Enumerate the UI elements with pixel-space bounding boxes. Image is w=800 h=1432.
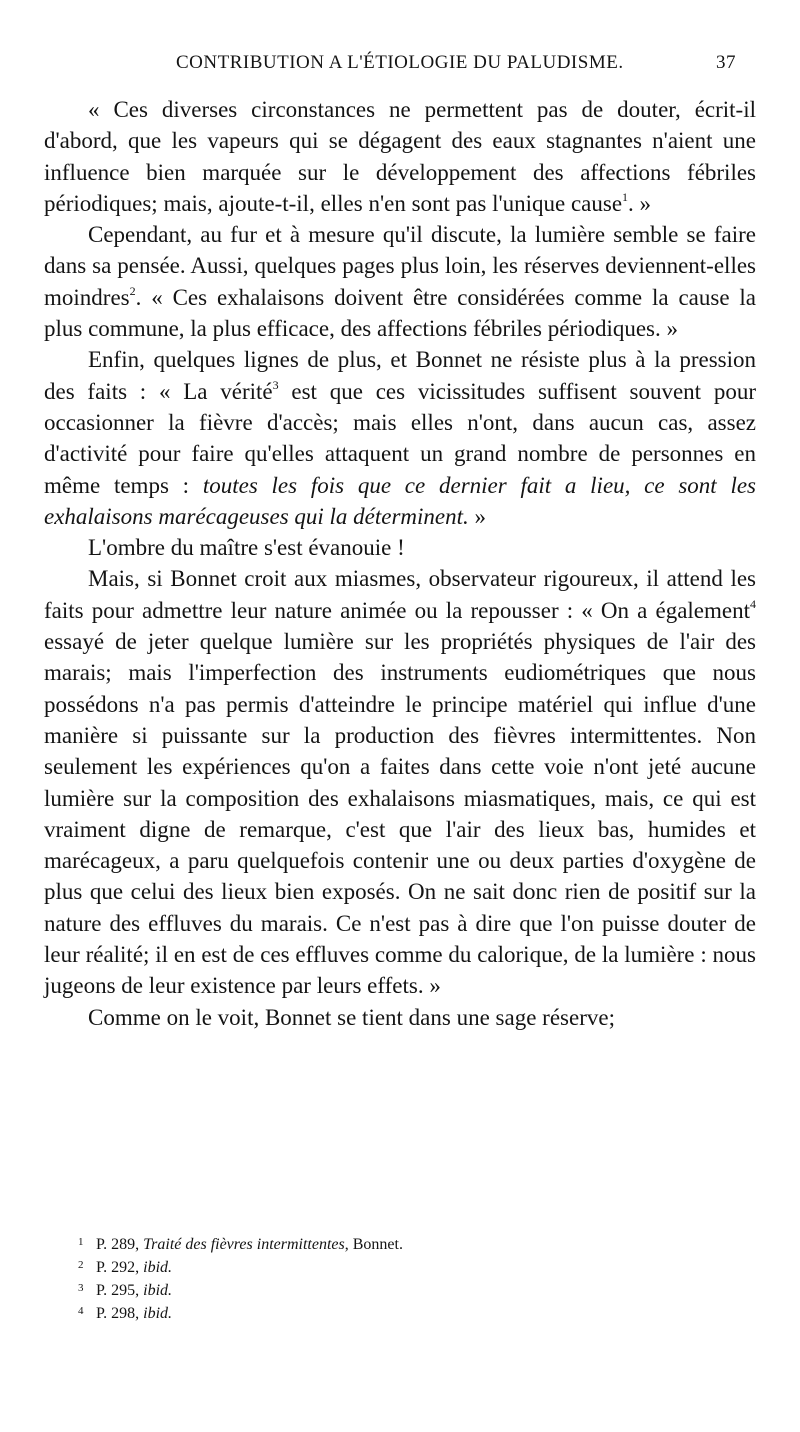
text-run: . » — [628, 190, 652, 216]
footnote-number: 1 — [78, 1236, 84, 1248]
footnote-number: 4 — [78, 1305, 84, 1317]
footnote-text: P. 292, — [96, 1259, 144, 1276]
text-run: Mais, si Bonnet croit aux miasmes, observateur rigoureux, il attend les faits pour admettre leur nature animée ou la repousser : « On a également — [44, 566, 756, 623]
text-run: Enfin, quelques lignes de plus, et Bonnet ne résiste plus à la pression des faits : « La vérité — [44, 347, 756, 404]
text-run: Comme on le voit, Bonnet se tient dans une sage réserve; — [88, 1004, 615, 1030]
footnote-text: , Bonnet. — [344, 1236, 403, 1253]
footnote — [78, 1301, 718, 1324]
footnote-text: P. 289, — [96, 1236, 144, 1253]
footnote — [78, 1232, 718, 1255]
paragraph-4 — [44, 532, 756, 563]
footnote-title: ibid. — [143, 1305, 173, 1322]
text-run: . « Ces exhalaisons doivent être considérées comme la cause la plus commune, la plus efficace, des affections fébriles périodiques. » — [44, 284, 756, 342]
page-number: 37 — [716, 52, 736, 73]
footnote-ref: 2 — [129, 283, 136, 298]
paragraph-2 — [44, 219, 756, 344]
text-run: L'ombre du maître s'est évanouie ! — [88, 535, 405, 561]
text-run: « Ces diverses circonstances ne permettent pas de douter, écrit-il d'abord, que les vapeurs qui se dégagent des eaux stagnantes n'aient une influence bien marquée sur le développement des affections fébriles périodiques; mais, ajoute-t-il, elles n'en sont pas l'unique cause — [44, 97, 756, 216]
text-run: essayé de jeter quelque lumière sur les propriétés physiques de l'air des marais; mais l'imperfection des instruments eudiométriques que nous possédons n'a pas permis d'atteindre le principe matériel qui influe d'une manière si puissante sur la production des fièvres intermittentes. Non seulement les expériences qu'on a faites dans cette voie n'ont jeté aucune lumière sur la composition des exhalaisons miasmatiques, mais, ce qui est vraiment digne de remarque, c'est que l'air des lieux bas, humides et marécageux, a paru quelquefois contenir une ou deux parties d'oxygène de plus que celui des lieux bien exposés. On ne sait donc rien de positif sur la nature des effluves du marais. Ce n'est pas à dire que l'on puisse douter de leur réalité; il en est de ces effluves comme du calorique, de la lumière : nous jugeons de leur existence par leurs effets. » — [44, 629, 756, 999]
italic-quote: toutes les fois que ce dernier fait a lieu, ce sont les exhalaisons marécageuses qui la déterminent. — [44, 472, 756, 529]
footnote — [78, 1255, 718, 1278]
text-run: » — [468, 503, 487, 529]
footnote-title: ibid. — [143, 1259, 173, 1276]
footnote-ref: 4 — [750, 596, 756, 611]
paragraph-1 — [44, 94, 756, 219]
footnote — [78, 1278, 718, 1301]
main-text — [44, 94, 756, 1033]
text-run: Cependant, au fur et à mesure qu'il discute, la lumière semble se faire dans sa pensée. Aussi, quelques pages plus loin, les réserves deviennent-elles moindres — [44, 222, 756, 310]
footnote-number: 3 — [78, 1282, 84, 1294]
footnotes — [78, 1232, 718, 1324]
footnote-number: 2 — [78, 1259, 84, 1271]
running-title: CONTRIBUTION A L'ÉTIOLOGIE DU PALUDISME. — [176, 52, 624, 73]
text-run: est que ces vicissitudes suffisent souvent pour occasionner la fièvre d'accès; mais elles n'ont, dans aucun cas, assez d'activité pour faire qu'elles attaquent un grand nombre de personnes en même temps : — [44, 378, 756, 498]
paragraph-3 — [44, 344, 756, 532]
footnote-ref: 1 — [622, 189, 629, 204]
footnote-ref: 3 — [272, 377, 279, 392]
footnote-text: P. 298, — [96, 1305, 144, 1322]
footnote-title: Traité des fièvres intermittentes — [143, 1236, 345, 1253]
paragraph-6 — [44, 1002, 756, 1033]
paragraph-5 — [44, 563, 756, 1001]
footnote-text: P. 295, — [96, 1282, 144, 1299]
footnote-title: ibid. — [143, 1282, 173, 1299]
